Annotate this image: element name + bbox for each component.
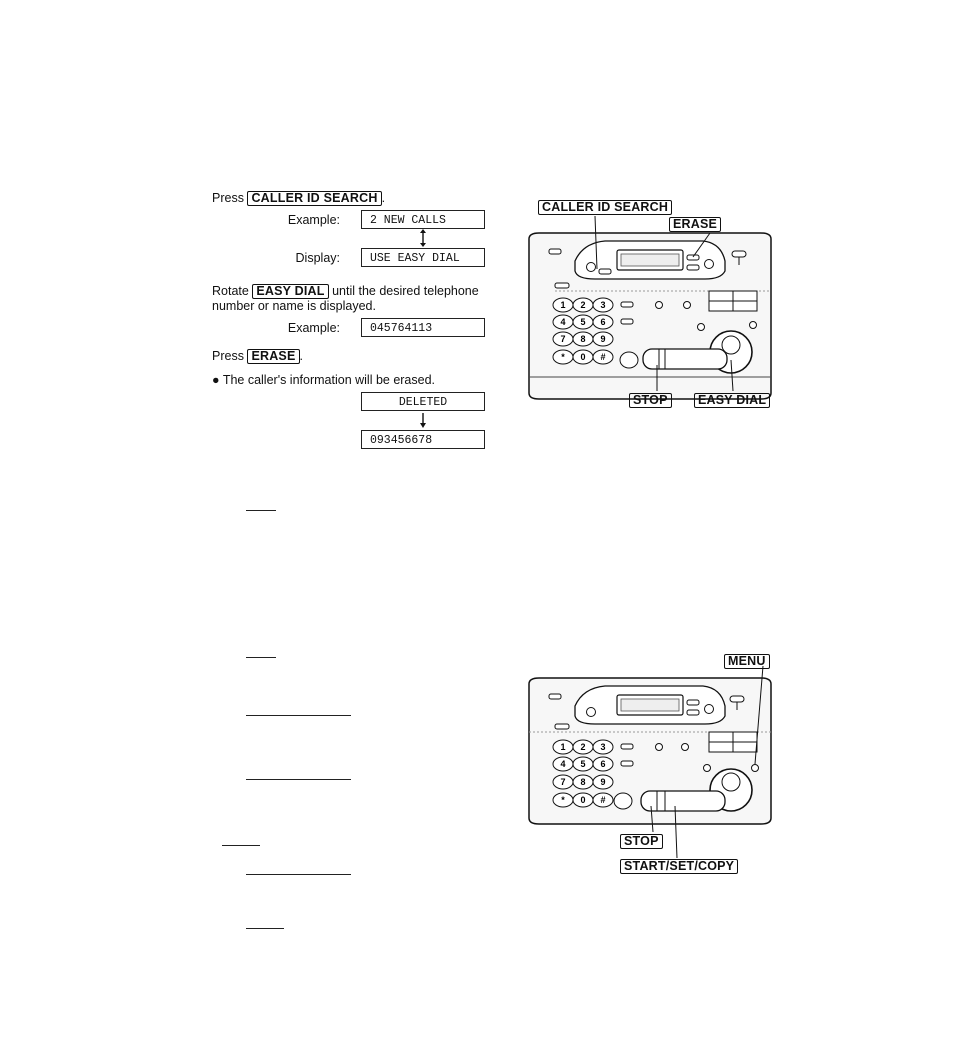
key-9: 9: [600, 334, 606, 344]
rule-5: [222, 845, 260, 846]
key2-9: 9: [600, 777, 606, 787]
callout-menu-label: MENU: [724, 654, 770, 669]
lcd-use-easy-dial: USE EASY DIAL: [361, 248, 485, 267]
key-8: 8: [580, 334, 586, 344]
rule-1: [246, 510, 276, 511]
callout-stop-1: [629, 391, 672, 409]
callout-easy-dial-label: EASY DIAL: [694, 393, 770, 408]
step3-line: [212, 349, 303, 364]
keypad-row-1: [553, 298, 613, 312]
key-6: 6: [600, 317, 606, 327]
key-7: 7: [560, 334, 566, 344]
example2-label: Example:: [287, 321, 340, 335]
step1-line: [212, 191, 385, 206]
callout-stop-2-label: STOP: [620, 834, 663, 849]
step3-prefix: Press: [212, 349, 244, 363]
key2-hash: #: [600, 795, 606, 805]
fax-machine-diagram-1: [525, 225, 785, 405]
key2-5: 5: [580, 759, 586, 769]
callout-caller-id-search-label: CALLER ID SEARCH: [538, 200, 672, 215]
callout-erase-label: ERASE: [669, 217, 721, 232]
key2-3: 3: [600, 742, 606, 752]
key2-1: 1: [560, 742, 566, 752]
step1-suffix: .: [381, 191, 386, 205]
key2-7: 7: [560, 777, 566, 787]
key2-6: 6: [600, 759, 606, 769]
lcd-number1: 045764113: [361, 318, 485, 337]
callout-stop-2: [620, 832, 663, 850]
key-star: *: [561, 352, 565, 362]
step3-suffix: .: [299, 349, 303, 363]
caller-id-search-key: CALLER ID SEARCH: [247, 191, 381, 206]
callout-caller-id-search: [538, 198, 672, 216]
key-1: 1: [560, 300, 566, 310]
step2-line2: number or name is displayed.: [212, 299, 376, 313]
lcd-deleted: DELETED: [361, 392, 485, 411]
bullet-line: [212, 373, 435, 388]
easy-dial-key: EASY DIAL: [252, 284, 328, 299]
step2-suffix: until the desired telephone: [332, 284, 479, 298]
bullet-icon: ●: [212, 373, 220, 387]
key-hash: #: [600, 352, 606, 362]
key-5: 5: [580, 317, 586, 327]
bullet-text: The caller's information will be erased.: [222, 373, 436, 387]
step2-prefix: Rotate: [212, 284, 249, 298]
down-arrow-icon: [419, 412, 427, 428]
double-arrow-icon: [419, 229, 427, 247]
callout-easy-dial: [694, 391, 770, 409]
key2-4: 4: [560, 759, 566, 769]
step1-prefix: Press: [212, 191, 244, 205]
rule-7: [246, 928, 284, 929]
display-label: Display:: [295, 251, 340, 265]
rule-4: [246, 779, 351, 780]
lcd-number2: 093456678: [361, 430, 485, 449]
rule-2: [246, 657, 276, 658]
callout-start-set-copy-label: START/SET/COPY: [620, 859, 738, 874]
key2-star: *: [561, 795, 565, 805]
key2-8: 8: [580, 777, 586, 787]
key-3: 3: [600, 300, 606, 310]
rule-6: [246, 874, 351, 875]
erase-key: ERASE: [247, 349, 299, 364]
callout-start-set-copy: [620, 857, 738, 875]
fax-machine-diagram-2: [525, 670, 785, 840]
step2-line: [212, 284, 479, 299]
rule-3: [246, 715, 351, 716]
lcd-new-calls: 2 NEW CALLS: [361, 210, 485, 229]
callout-stop-1-label: STOP: [629, 393, 672, 408]
example-label: Example:: [287, 213, 340, 227]
key2-0: 0: [580, 795, 586, 805]
key2-2: 2: [580, 742, 586, 752]
key-0: 0: [580, 352, 586, 362]
key-2: 2: [580, 300, 586, 310]
key-4: 4: [560, 317, 566, 327]
